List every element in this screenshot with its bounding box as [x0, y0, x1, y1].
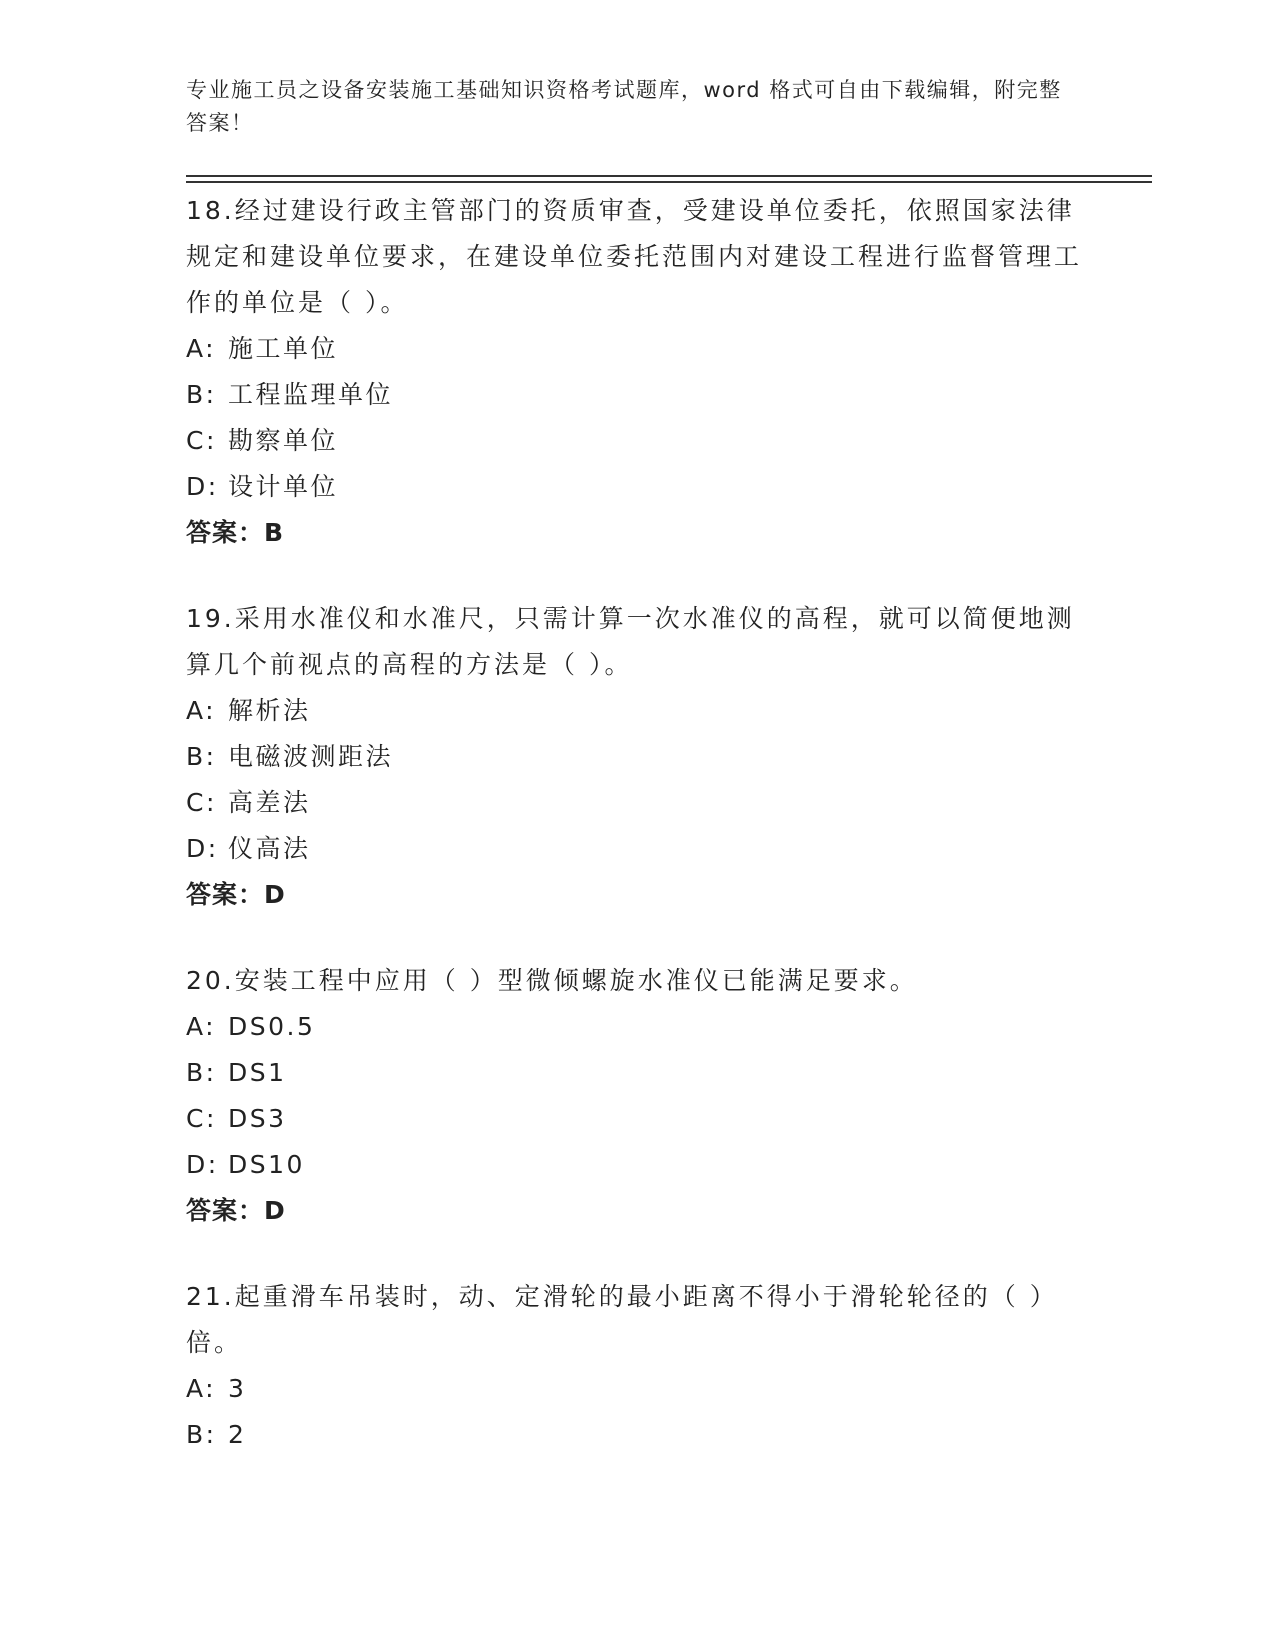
option-letter: C:: [186, 426, 217, 455]
option-letter: A:: [186, 1012, 217, 1041]
option-b: [186, 734, 1086, 780]
option-c: [186, 780, 1086, 826]
option-text: 解析法: [228, 696, 311, 725]
option-text: 工程监理单位: [228, 380, 394, 409]
question-stem: 21.起重滑车吊装时，动、定滑轮的最小距离不得小于滑轮轮径的（ ）倍。: [186, 1282, 1058, 1357]
option-letter: D:: [186, 472, 219, 501]
option-letter: B:: [186, 380, 217, 409]
option-letter: A:: [186, 696, 217, 725]
answer-line: 答案：B: [186, 518, 285, 547]
option-text: 勘察单位: [228, 426, 339, 455]
option-a: [186, 1366, 1086, 1412]
header-divider-bottom: [186, 181, 1152, 183]
option-d: [186, 826, 1086, 872]
header-divider-top: [186, 175, 1152, 177]
option-text: 电磁波测距法: [228, 742, 394, 771]
option-b: [186, 1050, 1086, 1096]
option-b: [186, 1412, 1086, 1458]
option-letter: A:: [186, 1374, 217, 1403]
option-text: 2: [228, 1420, 247, 1449]
option-b: [186, 372, 1086, 418]
option-letter: B:: [186, 1420, 217, 1449]
option-letter: D:: [186, 1150, 219, 1179]
option-c: [186, 418, 1086, 464]
question-stem: 18.经过建设行政主管部门的资质审查，受建设单位委托，依照国家法律规定和建设单位要求，在建设单位委托范围内对建设工程进行监督管理工作的单位是（ ）。: [186, 196, 1083, 317]
question-21: [186, 1274, 1086, 1458]
document-header: 专业施工员之设备安装施工基础知识资格考试题库，word 格式可自由下载编辑，附完整答案！: [186, 78, 1062, 135]
option-text: 高差法: [228, 788, 311, 817]
question-18: [186, 188, 1086, 556]
option-text: 仪高法: [228, 834, 311, 863]
question-stem: 19.采用水准仪和水准尺，只需计算一次水准仪的高程，就可以简便地测算几个前视点的高程的方法是（ ）。: [186, 604, 1075, 679]
option-letter: A:: [186, 334, 217, 363]
answer-line: 答案：D: [186, 880, 286, 909]
question-19: [186, 596, 1086, 918]
option-text: 3: [228, 1374, 247, 1403]
option-letter: D:: [186, 834, 219, 863]
option-d: [186, 464, 1086, 510]
question-20: [186, 958, 1086, 1234]
option-a: [186, 688, 1086, 734]
option-text: DS3: [228, 1104, 287, 1133]
option-text: DS1: [228, 1058, 287, 1087]
option-d: [186, 1142, 1086, 1188]
option-c: [186, 1096, 1086, 1142]
option-letter: B:: [186, 742, 217, 771]
option-letter: C:: [186, 788, 217, 817]
option-text: 设计单位: [228, 472, 339, 501]
answer-line: 答案：D: [186, 1196, 286, 1225]
question-stem: 20.安装工程中应用（ ）型微倾螺旋水准仪已能满足要求。: [186, 966, 918, 995]
option-text: DS10: [228, 1150, 305, 1179]
option-text: 施工单位: [228, 334, 339, 363]
option-a: [186, 1004, 1086, 1050]
option-letter: C:: [186, 1104, 217, 1133]
option-a: [186, 326, 1086, 372]
option-letter: B:: [186, 1058, 217, 1087]
option-text: DS0.5: [228, 1012, 316, 1041]
